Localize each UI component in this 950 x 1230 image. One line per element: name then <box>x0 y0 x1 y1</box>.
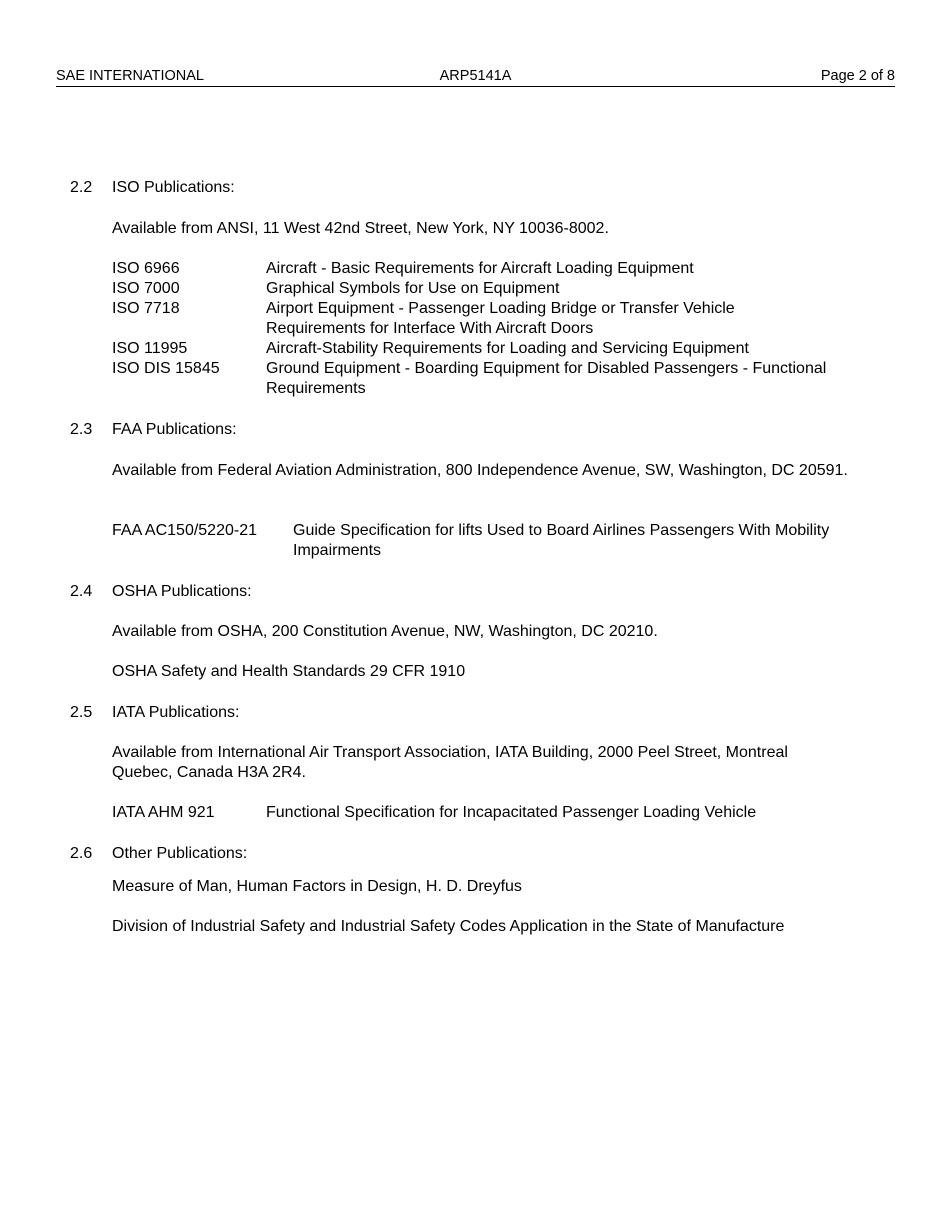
reference-row <box>112 803 892 823</box>
section-title: ISO Publications: <box>112 179 235 196</box>
section-number: 2.2 <box>70 179 93 196</box>
section-title: Other Publications: <box>112 845 248 862</box>
iso-reference-list <box>112 259 892 399</box>
section-number: 2.3 <box>70 421 93 438</box>
other-publication-item: Division of Industrial Safety and Industrial Safety Codes Application in the State of Manufacture <box>112 918 785 935</box>
reference-code: ISO 11995 <box>112 340 188 357</box>
header-org: SAE INTERNATIONAL <box>56 68 204 84</box>
reference-row <box>112 521 892 561</box>
reference-row <box>112 339 892 359</box>
reference-title: Airport Equipment - Passenger Loading Bridge or Transfer Vehicle Requirements for Interface With Aircraft Doors <box>266 300 735 337</box>
reference-code: ISO DIS 15845 <box>112 360 220 377</box>
iata-reference-list <box>112 803 892 823</box>
reference-title: Functional Specification for Incapacitated Passenger Loading Vehicle <box>266 804 757 821</box>
reference-title: Graphical Symbols for Use on Equipment <box>266 280 560 297</box>
section-title: IATA Publications: <box>112 704 240 721</box>
section-number: 2.5 <box>70 704 93 721</box>
faa-availability: Available from Federal Aviation Administration, 800 Independence Avenue, SW, Washington, DC 20591. <box>112 462 848 479</box>
osha-availability: Available from OSHA, 200 Constitution Avenue, NW, Washington, DC 20210. <box>112 623 658 640</box>
page-header <box>56 66 895 87</box>
reference-row <box>112 259 892 279</box>
reference-code: ISO 7000 <box>112 280 180 297</box>
other-publication-item: Measure of Man, Human Factors in Design, H. D. Dreyfus <box>112 878 522 895</box>
reference-row <box>112 279 892 299</box>
section-title: OSHA Publications: <box>112 583 252 600</box>
reference-code: IATA AHM 921 <box>112 804 215 821</box>
section-number: 2.4 <box>70 583 93 600</box>
section-title: FAA Publications: <box>112 421 237 438</box>
reference-code: ISO 6966 <box>112 260 180 277</box>
iso-availability: Available from ANSI, 11 West 42nd Street, New York, NY 10036-8002. <box>112 220 609 237</box>
section-number: 2.6 <box>70 845 93 862</box>
reference-row <box>112 359 892 399</box>
reference-row <box>112 299 892 339</box>
reference-title: Guide Specification for lifts Used to Board Airlines Passengers With Mobility Impairments <box>293 522 830 559</box>
header-doc-number: ARP5141A <box>439 68 512 84</box>
reference-title: Ground Equipment - Boarding Equipment for Disabled Passengers - Functional Requirements <box>266 360 827 397</box>
reference-code: ISO 7718 <box>112 300 180 317</box>
reference-title: Aircraft-Stability Requirements for Loading and Servicing Equipment <box>266 340 749 357</box>
header-page-number: Page 2 of 8 <box>820 68 895 84</box>
iata-availability: Available from International Air Transport Association, IATA Building, 2000 Peel Street, Montreal Quebec, Canada H3A 2R4. <box>112 744 788 781</box>
faa-reference-list <box>112 521 892 561</box>
reference-title: Aircraft - Basic Requirements for Aircraft Loading Equipment <box>266 260 694 277</box>
reference-code: FAA AC150/5220-21 <box>112 522 257 539</box>
osha-standard: OSHA Safety and Health Standards 29 CFR 1910 <box>112 663 466 680</box>
